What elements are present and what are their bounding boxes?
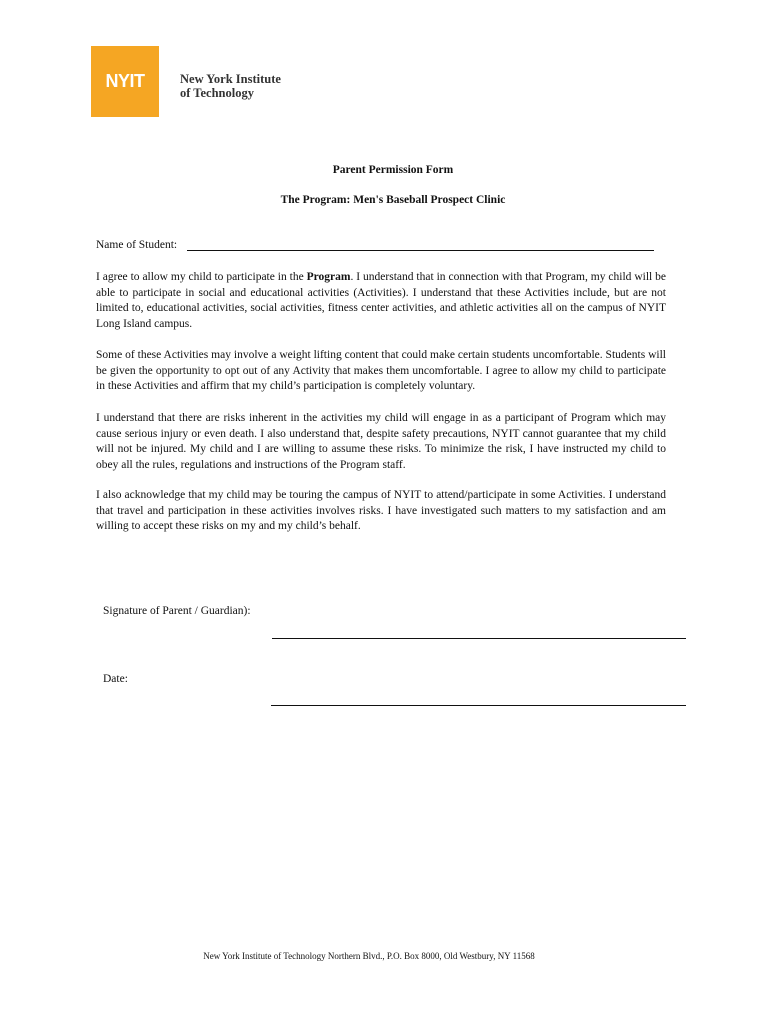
paragraph1-end: . I understand that in connection with that Program, my child will be able to participate in social and educational activities (Activities). I understand that these Activities include, but are not limited to, educational activities, social activities, fitness center activities, and athletic activities all on the campus of NYIT Long Island campus.	[96, 271, 666, 330]
program-title: The Program: Men's Baseball Prospect Clinic	[280, 194, 506, 206]
nyit-logo	[91, 46, 159, 117]
program-bold: Program	[306, 271, 351, 283]
paragraph-participation	[96, 270, 666, 332]
date-label: Date:	[103, 673, 128, 685]
paragraph-content-notice: Some of these Activities may involve a weight lifting content that could make certain students uncomfortable. Students will be given the opportunity to opt out of any Activity that makes them uncomfortable. I agree to allow my child to participate in these Activities and affirm that my child’s participation is completely voluntary.	[96, 349, 666, 392]
institution-name-line2: of Technology	[180, 86, 254, 100]
student-name-label: Name of Student:	[96, 239, 178, 251]
institution-name	[180, 72, 281, 100]
signature-label: Signature of Parent / Guardian):	[103, 605, 251, 617]
institution-name-line1: New York Institute	[180, 72, 281, 86]
form-title: Parent Permission Form	[332, 164, 454, 176]
paragraph-risks: I understand that there are risks inherent in the activities my child will engage in as a participant of Program which may cause serious injury or even death. I also understand that, despite safety precautions, NYIT cannot guarantee that my child will not be injured. My child and I are willing to assume these risks. To minimize the risk, I have instructed my child to obey all the rules, regulations and instructions of the Program staff.	[96, 412, 666, 471]
student-name-row	[96, 239, 654, 251]
footer-address: New York Institute of Technology Northern Blvd., P.O. Box 8000, Old Westbury, NY 11568	[203, 951, 535, 961]
signature-field[interactable]	[272, 638, 686, 639]
logo-mark: NYIT	[105, 71, 145, 91]
paragraph-travel: I also acknowledge that my child may be touring the campus of NYIT to attend/participate in some Activities. I understand that travel and participation in these activities involves risks. I have investigated such matters to my satisfaction and am willing to accept these risks on my and my child’s behalf.	[96, 489, 666, 532]
date-field[interactable]	[271, 705, 686, 706]
paragraph1-start: I agree to allow my child to participate in the	[96, 271, 307, 283]
student-name-field[interactable]	[187, 239, 654, 251]
footer	[0, 951, 770, 961]
